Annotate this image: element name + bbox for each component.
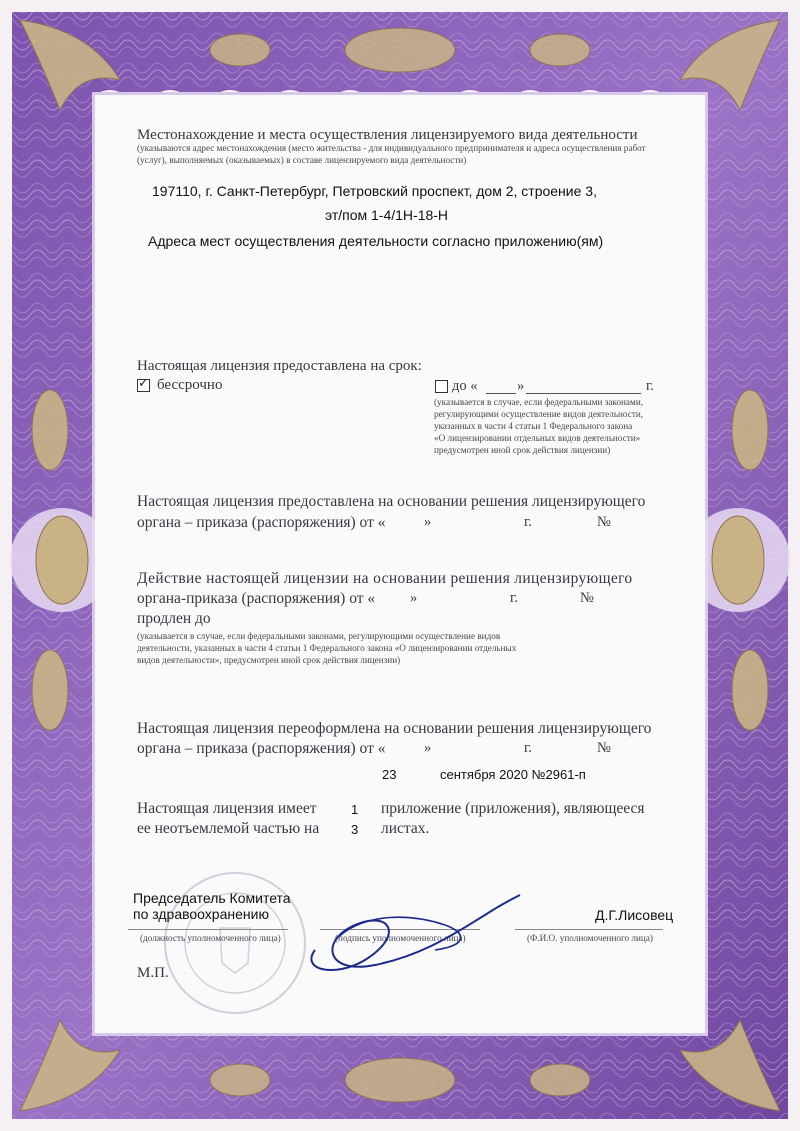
seal-place-label: М.П. — [137, 965, 169, 981]
reissue-filled-day: 23 — [382, 767, 397, 782]
until-note-2: регулирующими осуществление видов деятельности, — [434, 409, 644, 419]
name-line — [515, 929, 663, 930]
appendix-line-1: Настоящая лицензия имеет — [137, 800, 317, 817]
basis-line-2: органа – приказа (распоряжения) от « — [137, 514, 386, 531]
reissue-filled-date-number: сентября 2020 №2961-п — [440, 767, 586, 782]
appendix-line-2: ее неотъемлемой частью на — [137, 820, 320, 837]
extension-line-2: органа-приказа (распоряжения) от « — [137, 590, 376, 607]
extension-note-2: деятельности, указанных в части 4 статьи 1 Федерального закона «О лицензировании отдельных — [137, 643, 517, 653]
extension-line-3: продлен до — [137, 610, 211, 627]
signatory-name: Д.Г.Лисовец — [595, 907, 674, 923]
basis-number-sign: № — [597, 514, 611, 530]
reissue-line-1: Настоящая лицензия переоформлена на основании решения лицензирующего — [137, 720, 652, 737]
extension-note-1: (указывается в случае, если федеральными законами, регулирующими осуществление видов — [137, 631, 501, 641]
until-note-5: предусмотрен иной срок действия лицензии) — [434, 445, 611, 455]
until-year-suffix: г. — [646, 378, 654, 394]
term-heading: Настоящая лицензия предоставлена на срок: — [137, 358, 422, 374]
indefinite-checkbox[interactable] — [137, 376, 150, 392]
address-line-3: Адреса мест осуществления деятельности согласно приложению(ям) — [148, 233, 604, 249]
address-line-1: 197110, г. Санкт-Петербург, Петровский проспект, дом 2, строение 3, — [152, 183, 597, 199]
signatory-position-line-2: по здравоохранению — [133, 906, 269, 922]
until-close-quote: » — [517, 378, 525, 394]
location-note-2: (услуг), выполняемых (оказываемых) в составе лицензируемого вида деятельности) — [137, 155, 467, 165]
until-label: до « — [452, 378, 478, 394]
sign-caption: (подпись уполномоченного лица) — [335, 933, 466, 943]
reissue-close-quote: » — [424, 740, 432, 756]
extension-number-sign: № — [580, 590, 594, 606]
extension-close-quote: » — [410, 590, 418, 606]
basis-line-1: Настоящая лицензия предоставлена на основании решения лицензирующего — [137, 493, 646, 510]
checkmark-icon: ✓ — [138, 376, 149, 391]
extension-year: г. — [510, 590, 518, 606]
extension-line-1: Действие настоящей лицензии на основании решения лицензирующего — [137, 570, 633, 587]
indefinite-label: бессрочно — [157, 377, 223, 393]
position-line — [128, 929, 288, 930]
until-note-1: (указывается в случае, если федеральными законами, — [434, 397, 644, 407]
until-date-line — [526, 393, 641, 394]
handwritten-signature — [295, 880, 525, 980]
position-caption: (должность уполномоченного лица) — [140, 933, 281, 943]
reissue-line-2: органа – приказа (распоряжения) от « — [137, 740, 386, 757]
basis-year: г. — [524, 514, 532, 530]
appendix-suffix-2: листах. — [381, 820, 430, 837]
location-heading: Местонахождение и места осуществления лицензируемого вида деятельности — [137, 127, 638, 143]
until-note-3: указанных в части 4 статьи 1 Федерального закона — [434, 421, 633, 431]
address-line-2: эт/пом 1-4/1Н-18-Н — [325, 207, 449, 223]
reissue-year: г. — [524, 740, 532, 756]
until-day-line — [486, 393, 516, 394]
appendix-suffix-1: приложение (приложения), являющееся — [381, 800, 645, 817]
name-caption: (Ф.И.О. уполномоченного лица) — [527, 933, 653, 943]
reissue-number-sign: № — [597, 740, 611, 756]
appendix-count: 1 — [351, 802, 359, 817]
until-checkbox[interactable] — [435, 380, 448, 393]
basis-close-quote: » — [424, 514, 432, 530]
extension-note-3: видов деятельности», предусмотрен иной срок действия лицензии) — [137, 655, 401, 665]
until-note-4: «О лицензировании отдельных видов деятельности» — [434, 433, 641, 443]
location-note-1: (указываются адрес местонахождения (место жительства - для индивидуального предпринимателя и адреса осуществления работ — [137, 143, 646, 153]
appendix-sheets: 3 — [351, 822, 359, 837]
signatory-position-line-1: Председатель Комитета — [133, 890, 291, 906]
